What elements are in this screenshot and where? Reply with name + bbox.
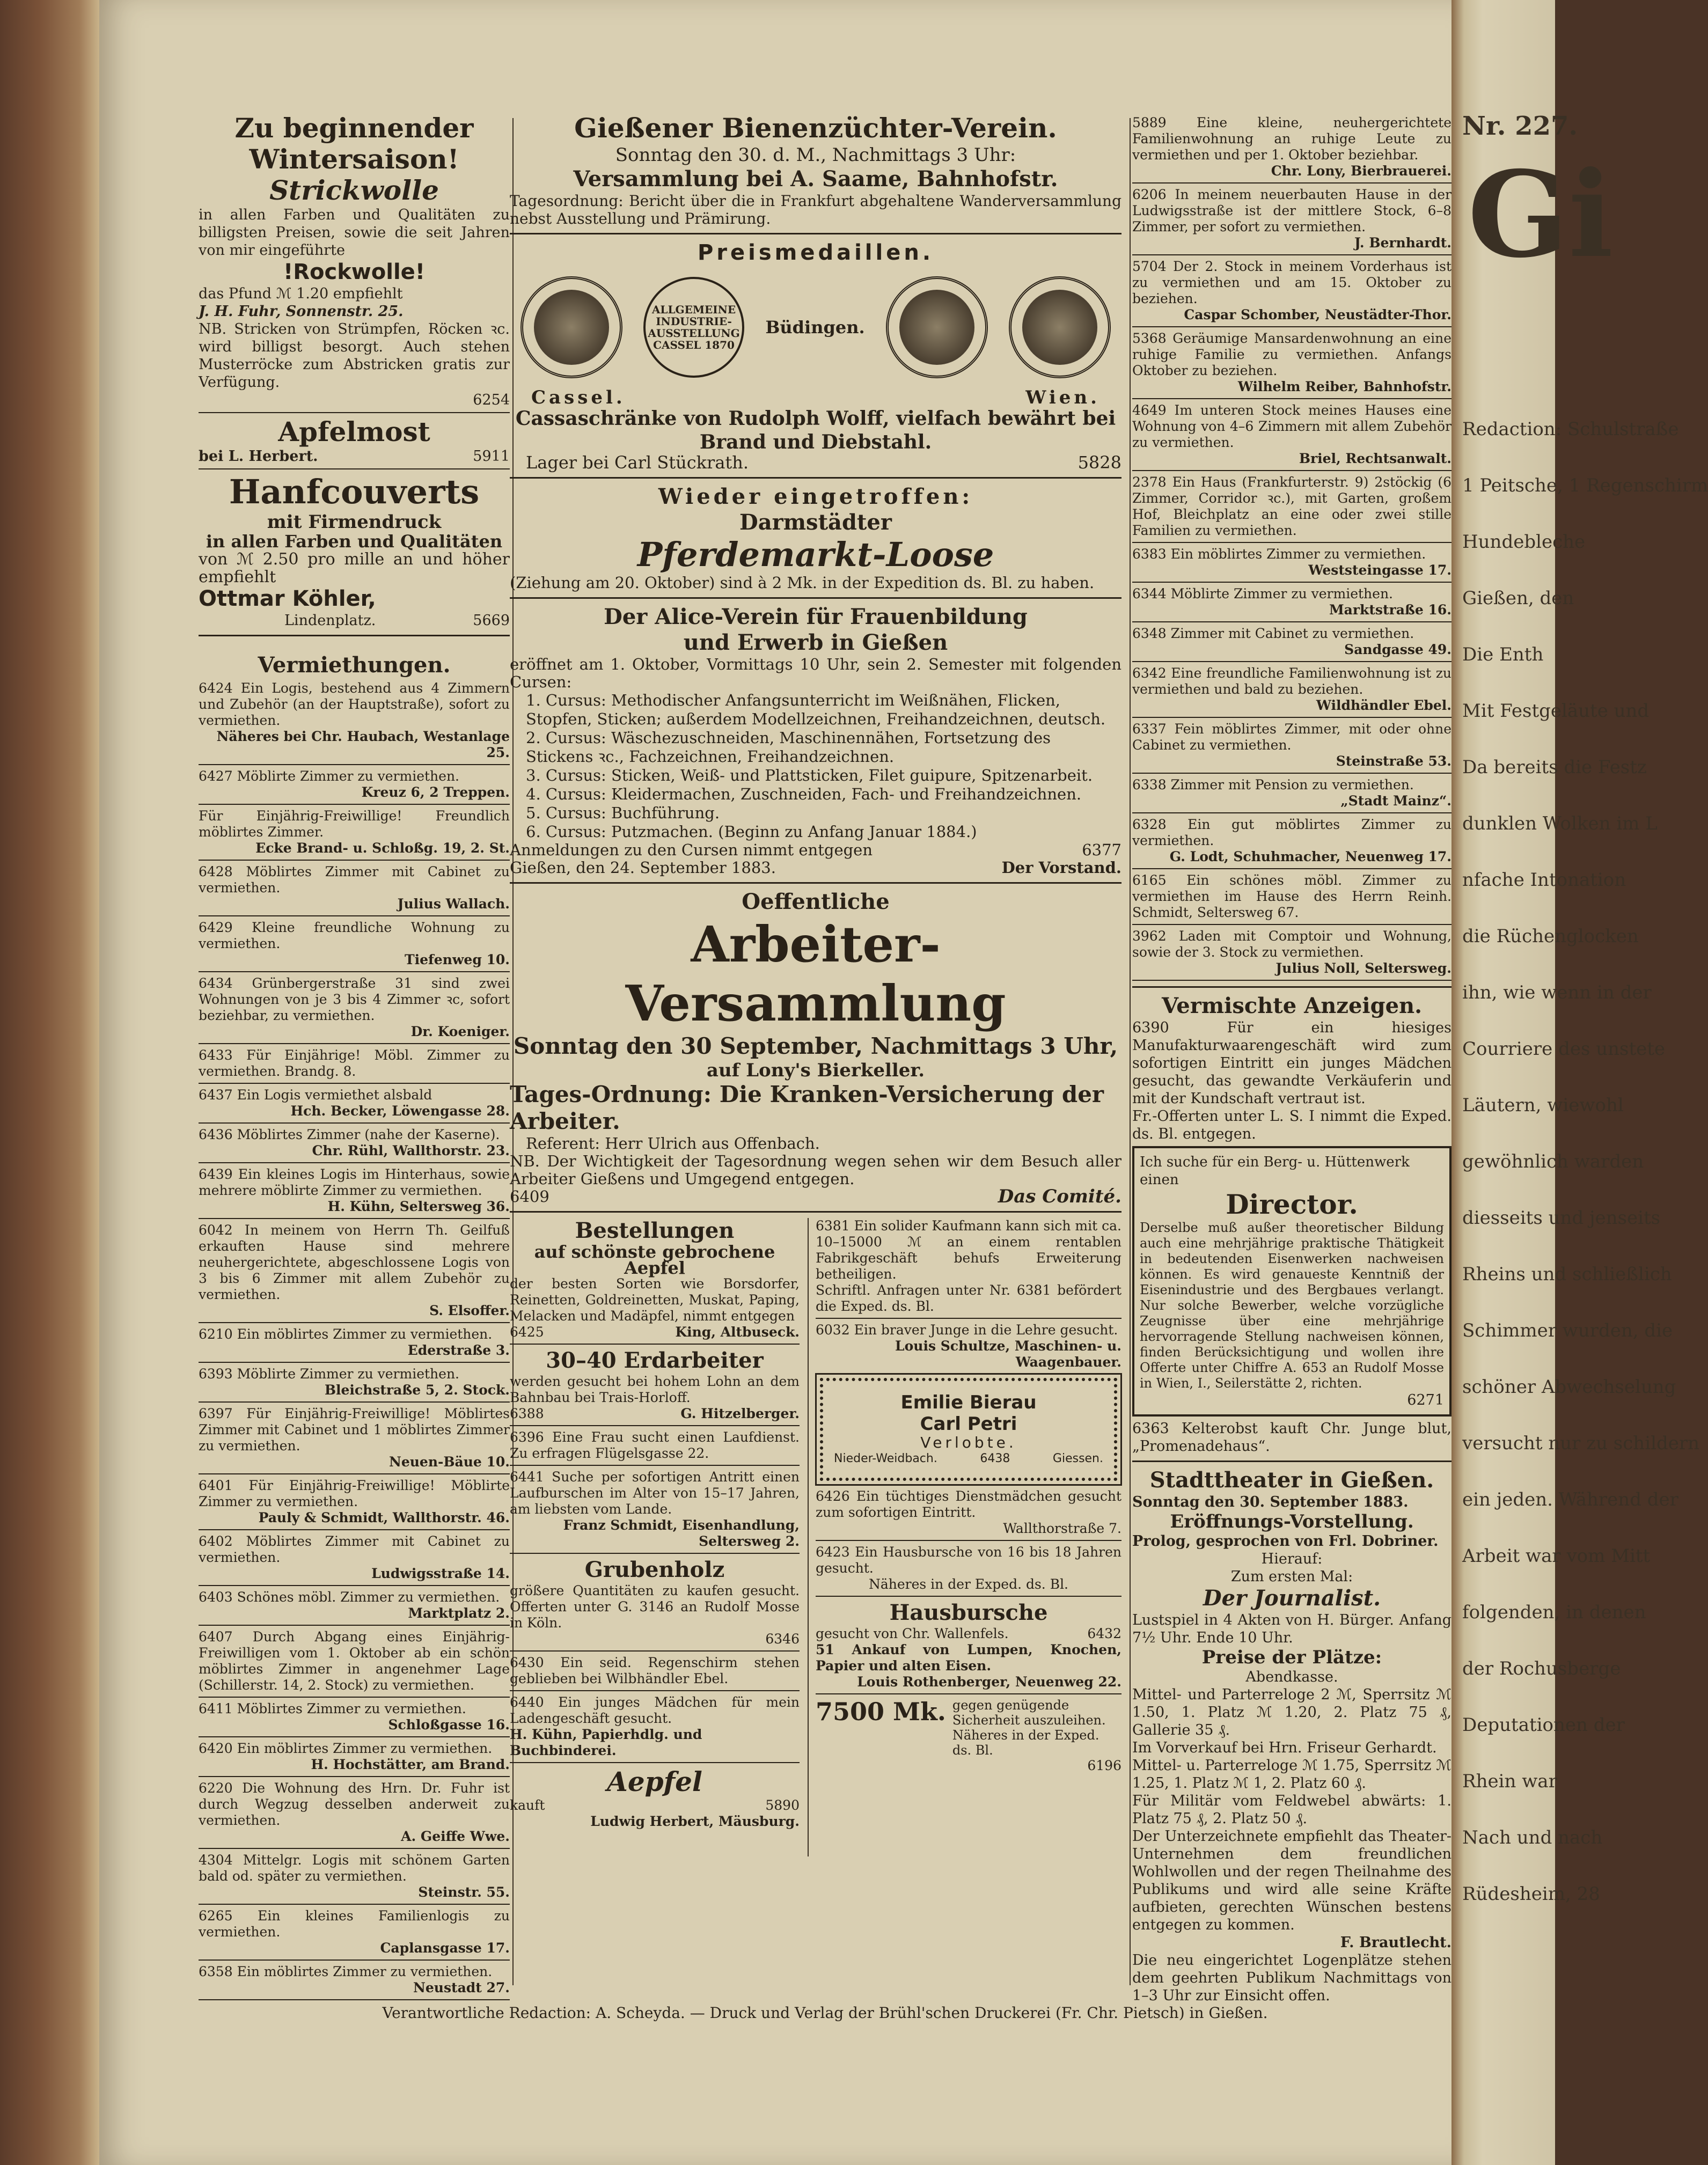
rental-ad: [1132, 187, 1452, 251]
ad-number: 5890: [765, 1797, 800, 1813]
engaged-name-1: Emilie Bierau: [900, 1392, 1037, 1413]
ad-title: Gießener Bienenzüchter-Verein.: [574, 112, 1057, 144]
rental-signature: Ludwigsstraße 14.: [371, 1566, 510, 1581]
ad-signature: Franz Schmidt, Eisenhandlung, Seltersweg 2.: [563, 1517, 800, 1549]
next-page-line: versucht nur zu schildern: [1462, 1433, 1699, 1454]
ad-signature: Wallthorstraße 7.: [1003, 1521, 1121, 1536]
rental-ad: [1132, 402, 1452, 467]
ad-strickwolle: [199, 113, 510, 409]
theater-play: Der Journalist.: [1203, 1586, 1381, 1611]
rental-text: 6428 Möblirtes Zimmer mit Cabinet zu vermiethen.: [199, 864, 510, 896]
ad-seller: Ottmar Köhler,: [199, 586, 376, 611]
rental-ad: [199, 1589, 510, 1621]
next-page-line: Läutern, wiewohl: [1462, 1095, 1624, 1116]
theater-first-time: Zum ersten Mal:: [1230, 1568, 1353, 1585]
rental-signature: Schloßgasse 16.: [388, 1717, 510, 1733]
ad-subtitle: mit Firmendruck: [267, 511, 442, 533]
theater-signature: F. Brautlecht.: [1340, 1934, 1452, 1951]
ad-price: das Pfund ℳ 1.20 empfiehlt: [199, 285, 403, 302]
ad-product-rockwolle: !Rockwolle!: [283, 260, 426, 284]
rental-ad: [199, 680, 510, 761]
ad-laufbursche: 6441 Suche per sofortigen Antritt einen Laufburschen im Alter von 15–17 Jahren, am liebsten vom Lande.: [510, 1469, 800, 1517]
rental-ad: [1132, 721, 1452, 769]
ad-number: 6425: [510, 1324, 544, 1340]
rental-signature: Julius Noll, Seltersweg.: [1275, 960, 1452, 976]
rental-text: 6436 Möblirtes Zimmer (nahe der Kaserne).: [199, 1127, 500, 1142]
rental-ad: [199, 1366, 510, 1398]
rental-text: 6328 Ein gut möblirtes Zimmer zu vermiethen.: [1132, 817, 1452, 848]
theater-prices-4: Mittel- u. Parterreloge ℳ 1.75, Sperrsitz ℳ 1.25, 1. Platz ℳ 1, 2. Platz 60 ₰.: [1132, 1757, 1452, 1792]
next-page-line: schöner Abwechselung: [1462, 1376, 1676, 1398]
ad-dienstmaedchen: 6426 Ein tüchtiges Dienstmädchen gesucht zum sofortigen Eintritt.: [816, 1488, 1121, 1520]
ad-grubenholz-title: Grubenholz: [584, 1557, 725, 1582]
rental-signature: Weststeingasse 17.: [1308, 562, 1452, 578]
ad-title: Apfelmost: [278, 416, 430, 447]
ad-junge: 6032 Ein braver Junge in die Lehre gesucht.: [816, 1322, 1118, 1338]
subcolumn-rule: [808, 1218, 809, 1856]
rental-ad: [199, 1908, 510, 1956]
section-title-vermischte: Vermischte Anzeigen.: [1161, 993, 1423, 1018]
rental-ad: [1132, 331, 1452, 395]
ad-manufaktur-contact: Fr.-Offerten unter L. S. I nimmt die Exped. ds. Bl. entgegen.: [1132, 1108, 1452, 1142]
rental-text: 6402 Möblirtes Zimmer mit Cabinet zu vermiethen.: [199, 1533, 510, 1565]
next-page-line: Hundebleche: [1462, 531, 1586, 553]
rental-signature: Näheres bei Chr. Haubach, Westanlage 25.: [216, 729, 510, 760]
ad-contact: Näheres in der Exped. ds. Bl.: [868, 1576, 1069, 1592]
rental-text: 3962 Laden mit Comptoir und Wohnung, sowie der 3. Stock zu vermiethen.: [1132, 928, 1452, 960]
ad-agenda: Tages-Ordnung: Die Kranken-Versicherung der Arbeiter.: [510, 1081, 1104, 1134]
rental-ad: [1132, 777, 1452, 809]
ad-hausbursche-1: 6423 Ein Hausbursche von 16 bis 18 Jahren gesucht.: [816, 1544, 1121, 1576]
ad-signature: Louis Schultze, Maschinen- u. Waagenbauer.: [895, 1338, 1121, 1370]
rental-text: 6439 Ein kleines Logis im Hinterhaus, sowie mehrere möblirte Zimmer zu vermiethen.: [199, 1166, 510, 1198]
engagement-notice: [820, 1378, 1117, 1481]
rental-text: 6220 Die Wohnung des Hrn. Dr. Fuhr ist durch Wegzug desselben anderweit zu vermiethen.: [199, 1780, 510, 1828]
next-page-masthead: Gi: [1468, 145, 1614, 284]
rental-text: 6427 Möblirte Zimmer zu vermiethen.: [199, 768, 459, 784]
rental-signature: „Stadt Mainz“.: [1340, 793, 1452, 809]
rental-text: 6165 Ein schönes möbl. Zimmer zu vermiethen im Hause des Herrn Reinh. Schmidt, Seltersweg 67.: [1132, 872, 1452, 920]
rental-ad: [1132, 546, 1452, 578]
ad-director: [1132, 1146, 1452, 1417]
ad-kaufmann: 6381 Ein solider Kaufmann kann sich mit ca. 10–15000 ℳ an einem rentablen Fabrikgeschäft behufs Erweiterung betheiligen.: [816, 1218, 1121, 1282]
ad-number: 6196: [1087, 1758, 1121, 1773]
next-page-line: Deputationen der: [1462, 1714, 1625, 1736]
rental-signature: J. Bernhardt.: [1354, 235, 1452, 251]
rental-text: 5889 Eine kleine, neuhergerichtete Familienwohnung an ruhige Leute zu vermiethen und per 1. Oktober beziehbar.: [1132, 115, 1452, 163]
ad-intro: eröffnet am 1. Oktober, Vormittags 10 Uhr, sein 2. Semester mit folgenden Cursen:: [510, 655, 1121, 691]
column-rule-2: [1130, 118, 1131, 1985]
ad-pferdemarkt-loose: [510, 484, 1121, 592]
ad-kelterobst: 6363 Kelterobst kauft Chr. Junge blut, „Promenadehaus“.: [1132, 1420, 1452, 1455]
rental-text: 6411 Möblirtes Zimmer zu vermiethen.: [199, 1701, 466, 1716]
ad-alice-verein: [510, 604, 1121, 877]
ad-pre: Oeffentliche: [742, 889, 890, 914]
book-spine: [0, 0, 99, 2165]
rental-signature: Marktstraße 16.: [1329, 602, 1452, 618]
ad-number: 5911: [473, 448, 510, 465]
course-list: [510, 691, 1121, 841]
course-item: 3. Cursus: Sticken, Weiß- und Plattsticken, Filet guipure, Spitzenarbeit.: [526, 766, 1093, 784]
ad-subtitle: Darmstädter: [739, 510, 892, 535]
theater-hierauf: Hierauf:: [1261, 1551, 1323, 1567]
rental-text: 2378 Ein Haus (Frankfurterstr. 9) 2stöckig (6 Zimmer, Corridor ꝛc.), mit Garten, großem Hof, Bleichplatz an eine oder zwei stille Familien zu vermiethen.: [1132, 474, 1452, 538]
ad-signature: Das Comité.: [998, 1186, 1121, 1207]
ad-address: Lindenplatz.: [284, 612, 376, 629]
medal-image-right: [1009, 276, 1111, 378]
next-page-line: Rheins und schließlich: [1462, 1264, 1672, 1285]
rental-signature: Steinstraße 53.: [1336, 753, 1452, 769]
ad-product: Cassaschränke von Rudolph Wolff, vielfach bewährt bei Brand und Diebstahl.: [515, 407, 1116, 453]
theater-prices-5: Für Militär vom Feldwebel abwärts: 1. Platz 75 ₰, 2. Platz 50 ₰.: [1132, 1793, 1452, 1827]
ad-stock: Lager bei Carl Stückrath.: [526, 452, 749, 473]
ad-frau: 6396 Eine Frau sucht einen Laufdienst. Zu erfragen Flügelsgasse 22.: [510, 1429, 800, 1461]
next-page-line: Schimmer wurden, die: [1462, 1320, 1673, 1341]
ad-apfelmost: [199, 416, 510, 465]
ad-title: Arbeiter-Versammlung: [625, 915, 1006, 1032]
ad-aepfel-pre: kauft: [510, 1797, 545, 1813]
next-page-line: der Rochusberge: [1462, 1658, 1621, 1679]
rental-ad: [199, 975, 510, 1040]
theater-title: Stadttheater in Gießen.: [1149, 1467, 1434, 1493]
next-page-line: Mit Festgeläute und: [1462, 700, 1650, 722]
ad-number: 5828: [1077, 452, 1121, 473]
rental-signature: Chr. Rühl, Wallthorstr. 23.: [312, 1143, 510, 1158]
ad-kaufmann-contact: Schriftl. Anfragen unter Nr. 6381 befördert die Exped. ds. Bl.: [816, 1282, 1121, 1314]
ad-title-line1: Der Alice-Verein für Frauenbildung: [604, 604, 1028, 629]
rental-signature: Chr. Lony, Bierbrauerei.: [1271, 163, 1452, 179]
theater-prices-2: Mittel- und Parterreloge 2 ℳ, Sperrsitz ℳ 1.50, 1. Platz ℳ 1.20, 2. Platz 75 ₰, Gallerie 35 ₰.: [1132, 1686, 1452, 1738]
rental-signature: Tiefenweg 10.: [405, 952, 510, 967]
rental-ad: [199, 920, 510, 968]
rental-ad: [199, 1047, 510, 1080]
next-page-issue-number: Nr. 227.: [1462, 111, 1578, 141]
ad-place: auf Lony's Bierkeller.: [706, 1060, 925, 1081]
rental-signature: Steinstr. 55.: [418, 1884, 510, 1900]
rental-signature: Wilhelm Reiber, Bahnhofstr.: [1237, 379, 1452, 394]
next-page-line: 1 Peitsche, 1 Regenschirm: [1462, 475, 1708, 496]
section-title-vermiethungen: Vermiethungen.: [258, 652, 451, 678]
rental-text: Für Einjährig-Freiwillige! Freundlich möblirtes Zimmer.: [199, 808, 510, 840]
rental-text: 6393 Möblirte Zimmer zu vermiethen.: [199, 1366, 459, 1382]
rental-signature: Pauly & Schmidt, Wallthorstr. 46.: [258, 1510, 510, 1525]
rental-text: 6042 In meinem von Herrn Th. Geilfuß erkauften Hause sind mehrere neuhergerichtete, abgeschlossene Logis von 3 bis 6 Zimmer mit allem Zubehör zu vermiethen.: [199, 1222, 510, 1302]
next-page-line: Nach und nach: [1462, 1827, 1603, 1848]
ad-erdarbeiter-text: werden gesucht bei hohem Lohn an dem Bahnbau bei Trais-Horloff.: [510, 1374, 800, 1405]
ad-date: Sonntag den 30. d. M., Nachmittags 3 Uhr:: [615, 144, 1016, 166]
next-page-edge: [1452, 0, 1708, 2165]
rentals-list: [1132, 115, 1452, 981]
next-page-line: gewöhnlich warden: [1462, 1151, 1644, 1172]
rental-ad: [199, 1533, 510, 1582]
ad-hanfcouverts: [199, 473, 510, 629]
rental-ad: [1132, 817, 1452, 865]
rental-text: 6265 Ein kleines Familienlogis zu vermiethen.: [199, 1908, 510, 1940]
rental-text: 6337 Fein möblirtes Zimmer, mit oder ohne Cabinet zu vermiethen.: [1132, 721, 1452, 753]
theater-play-desc: Lustspiel in 4 Akten von H. Bürger. Anfang 7½ Uhr. Ende 10 Uhr.: [1132, 1612, 1452, 1646]
theater-prolog: Prolog, gesprochen von Frl. Dobriner.: [1132, 1533, 1439, 1550]
rental-signature: Caspar Schomber, Neustädter-Thor.: [1184, 307, 1452, 322]
column-left: [199, 113, 510, 2003]
rental-ad: [199, 864, 510, 912]
rental-text: 6429 Kleine freundliche Wohnung zu vermiethen.: [199, 920, 510, 951]
ad-seller: J. H. Fuhr, Sonnenstr. 25.: [199, 303, 404, 320]
city-buedingen: Büdingen.: [765, 317, 865, 337]
ad-price: von ℳ 2.50 pro mille an und höher empfiehlt: [199, 550, 510, 586]
rental-ad: [199, 1087, 510, 1119]
ad-number: 6438: [980, 1452, 1010, 1465]
rental-signature: Julius Wallach.: [397, 896, 510, 912]
next-page-line: nfache Intonation: [1462, 869, 1626, 891]
engaged-name-2: Carl Petri: [920, 1413, 1017, 1435]
rental-text: 6434 Grünbergerstraße 31 sind zwei Wohnungen von je 3 bis 4 Zimmer ꝛc, sofort beziehbar, zu vermiethen.: [199, 975, 510, 1023]
rental-text: 6210 Ein möblirtes Zimmer zu vermiethen.: [199, 1326, 493, 1342]
next-page-line: Rüdesheim, 28: [1462, 1883, 1600, 1905]
rental-text: 6403 Schönes möbl. Zimmer zu vermiethen.: [199, 1589, 500, 1605]
rental-text: 6206 In meinem neuerbauten Hause in der Ludwigsstraße ist der mittlere Stock, 6–8 Zimmer, per sofort zu vermiethen.: [1132, 187, 1452, 234]
rental-signature: Ederstraße 3.: [407, 1342, 510, 1358]
rental-text: 5704 Der 2. Stock in meinem Vorderhaus ist zu vermiethen und am 15. Oktober zu beziehen.: [1132, 259, 1452, 306]
rental-signature: H. Hochstätter, am Brand.: [311, 1757, 510, 1772]
rental-signature: H. Kühn, Seltersweg 36.: [327, 1199, 510, 1214]
ad-arbeiter-versammlung: [510, 889, 1121, 1206]
ad-signature: Louis Rothenberger, Neuenweg 22.: [857, 1674, 1121, 1690]
ad-title-line1: Zu beginnender: [234, 112, 474, 144]
rental-signature: Kreuz 6, 2 Treppen.: [361, 784, 510, 800]
ad-stadttheater: [1132, 1467, 1452, 2005]
ad-title: Wieder eingetroffen:: [658, 484, 973, 509]
ad-manufaktur: 6390 Für ein hiesiges Manufakturwaarengeschäft wird zum sofortigen Eintritt ein junges Mädchen gesucht, das gewandte Verkäuferin und mit der Kundschaft vertraut ist.: [1132, 1019, 1452, 1107]
rental-ad: [199, 1629, 510, 1693]
rental-text: 4649 Im unteren Stock meines Hauses eine Wohnung von 4–6 Zimmern mit allem Zubehör zu vermiethen.: [1132, 402, 1452, 450]
subcolumn-right: [816, 1218, 1121, 1774]
rental-ad: [199, 768, 510, 801]
medal-image-left: [521, 276, 622, 378]
ad-title-line2: Wintersaison!: [249, 143, 459, 175]
rental-ad: [1132, 872, 1452, 921]
next-page-line: Courriere des unstete: [1462, 1038, 1666, 1060]
ad-nb: NB. Der Wichtigkeit der Tagesordnung wegen sehen wir dem Besuch aller Arbeiter Gießens und Umgegend entgegen.: [510, 1152, 1121, 1188]
rental-ad: [1132, 115, 1452, 179]
ad-grubenholz-text: größere Quantitäten zu kaufen gesucht. Offerten unter G. 3146 an Rudolf Mosse in Köln.: [510, 1583, 800, 1631]
theater-prices-title: Preise der Plätze:: [1201, 1647, 1382, 1668]
ad-aepfel-title: Aepfel: [607, 1766, 702, 1797]
theater-closing: Der Unterzeichnete empfiehlt das Theater-Unternehmen dem freundlichen Wohlwollen und der regen Theilnahme des Publikums und wird alle seine Kräfte aufbieten, gerechten Wünschen bestens entgegen zu kommen.: [1132, 1828, 1452, 1933]
rental-text: 4304 Mittelgr. Logis mit schönem Garten bald od. später zu vermiethen.: [199, 1852, 510, 1884]
next-page-line: Rhein war: [1462, 1771, 1557, 1792]
course-item: 5. Cursus: Buchführung.: [526, 804, 720, 822]
rental-ad: [1132, 626, 1452, 658]
ad-text: (Ziehung am 20. Oktober) sind à 2 Mk. in der Expedition ds. Bl. zu haben.: [510, 574, 1095, 592]
ad-maedchen: 6440 Ein junges Mädchen für mein Ladengeschäft gesucht.: [510, 1694, 800, 1726]
rental-text: 6401 Für Einjährig-Freiwillige! Möblirte Zimmer zu vermiethen.: [199, 1478, 510, 1509]
ad-number: 6409: [510, 1187, 549, 1206]
ad-title-line2: und Erwerb in Gießen: [683, 630, 948, 655]
rental-text: 6344 Möblirte Zimmer zu vermiethen.: [1132, 586, 1393, 601]
ad-hausbursche-title: Hausbursche: [889, 1600, 1048, 1625]
rental-ad: [199, 1780, 510, 1845]
ad-regenschirm: 6430 Ein seid. Regenschirm stehen geblieben bei Wilbhändler Ebel.: [510, 1655, 800, 1686]
rental-signature: Ecke Brand- u. Schloßg. 19, 2. St.: [255, 840, 510, 856]
rental-text: 6407 Durch Abgang eines Einjährig-Freiwilligen vom 1. Oktober ab ein schön möblirtes Zimmer in angenehmer Lage (Schillerstr. 14, 2. Stock) zu vermiethen.: [199, 1629, 510, 1693]
course-item: 4. Cursus: Kleidermachen, Zuschneiden, Fach- und Freihandzeichnen.: [526, 785, 1082, 803]
rental-text: 6338 Zimmer mit Pension zu vermiethen.: [1132, 777, 1414, 792]
ad-director-text: Derselbe muß außer theoretischer Bildung auch eine mehrjährige praktische Thätigkeit in bedeutenden Eisenwerken nachweisen können. Es wird genaueste Kenntniß der Eisenindustrie und des Bergbaues verlangt. Nur solche Bewerber, welche vorzügliche Zeugnisse über eine mehrjährige hervorragende Stellung nachweisen können, finden Berücksichtigung und wollen ihre Offerte unter Chiffre A. 653 an Rudolf Mosse in Wien, I., Seilerstätte 2, richten.: [1140, 1220, 1444, 1391]
rental-signature: Caplansgasse 17.: [380, 1940, 510, 1956]
column-middle: [510, 113, 1121, 1862]
medal-portrait: [886, 276, 988, 378]
rental-text: 6342 Eine freundliche Familienwohnung ist zu vermiethen und bald zu beziehen.: [1132, 665, 1452, 697]
ad-number: 6388: [510, 1406, 544, 1421]
city-wien: Wien.: [1025, 387, 1100, 408]
ad-erdarbeiter-title: 30–40 Erdarbeiter: [546, 1348, 764, 1373]
rental-ad: [1132, 665, 1452, 714]
ad-bestellungen-text: der besten Sorten wie Borsdorfer, Reinetten, Goldreinetten, Muskat, Paping, Melacken und Madäpfel, nimmt entgegen: [510, 1276, 800, 1324]
ad-bestellungen-title: Bestellungen: [575, 1218, 735, 1243]
ad-preismedaillen: [510, 240, 1121, 472]
imprint-footer: Verantwortliche Redaction: A. Scheyda. — Druck und Verlag der Brühl'schen Druckerei (Fr. Chr. Pietsch) in Gießen.: [382, 2004, 1268, 2022]
rental-ad: [1132, 474, 1452, 539]
ad-loan-text: gegen genügende Sicherheit auszuleihen. Näheres in der Exped. ds. Bl.: [952, 1698, 1106, 1758]
ad-bienenzuechter: [510, 113, 1121, 227]
next-page-line: die Rüchenglocken: [1462, 926, 1639, 947]
rental-signature: Dr. Koeniger.: [410, 1024, 510, 1039]
ad-number: 6377: [1082, 841, 1121, 859]
ad-number: 6271: [1407, 1392, 1444, 1408]
rental-ad: [199, 1741, 510, 1773]
column-right: [1132, 113, 1452, 2005]
ad-referent: Referent: Herr Ulrich aus Offenbach.: [526, 1134, 820, 1153]
rental-signature: G. Lodt, Schuhmacher, Neuenweg 17.: [1169, 849, 1452, 864]
ad-director-pre: Ich suche für ein Berg- u. Hüttenwerk einen: [1140, 1154, 1410, 1188]
ad-ankauf: 51 Ankauf von Lumpen, Knochen, Papier und alten Eisen.: [816, 1642, 1121, 1674]
next-page-line: folgenden, in denen: [1462, 1602, 1646, 1623]
ad-number: 6346: [765, 1631, 800, 1647]
ad-amount: 7500 Mk.: [816, 1697, 946, 1726]
next-page-line: ein jeden. Während der: [1462, 1489, 1678, 1510]
course-item: 6. Cursus: Putzmachen. (Beginn zu Anfang Januar 1884.): [526, 823, 977, 841]
theater-logen: Die neu eingerichtet Logenplätze stehen dem geehrten Publikum Nachmittags von 1–3 Uhr zur Einsicht offen.: [1132, 1952, 1452, 2004]
ad-title: Hanfcouverts: [229, 472, 480, 511]
rentals-list: [199, 680, 510, 2000]
theater-prices-3: Im Vorverkauf bei Hrn. Friseur Gerhardt.: [1132, 1740, 1437, 1756]
ad-nb: NB. Stricken von Strümpfen, Röcken ꝛc. wird billigst besorgt. Auch stehen Musterröcke zum Abstricken gratis zur Verfügung.: [199, 321, 510, 391]
rental-text: 6397 Für Einjährig-Freiwillige! Möblirtes Zimmer mit Cabinet und 1 möblirtes Zimmer zu vermiethen.: [199, 1406, 510, 1454]
ad-agenda: Tagesordnung: Bericht über die in Frankfurt abgehaltene Wanderversammlung nebst Ausstellung und Prämirung.: [510, 192, 1121, 227]
rental-signature: S. Elsoffer.: [429, 1303, 510, 1318]
ad-hausbursche-text: gesucht von Chr. Wallenfels.: [816, 1626, 1009, 1641]
rental-signature: Marktplatz 2.: [408, 1605, 510, 1621]
ad-director-title: Director.: [1226, 1188, 1358, 1220]
ad-product: Pferdemarkt-Loose: [637, 535, 994, 574]
rental-text: 6348 Zimmer mit Cabinet zu vermiethen.: [1132, 626, 1414, 641]
rental-ad: [1132, 259, 1452, 323]
course-item: 1. Cursus: Methodischer Anfangsunterricht im Weißnähen, Flicken, Stopfen, Sticken; außerdem Modellzeichnen, Freihandzeichnen, deutsch.: [526, 691, 1106, 728]
ad-seller: bei L. Herbert.: [199, 448, 318, 465]
rental-signature: Hch. Becker, Löwengasse 28.: [290, 1103, 510, 1119]
rental-ad: [199, 1222, 510, 1319]
rental-text: 6433 Für Einjährige! Möbl. Zimmer zu vermiethen. Brandg. 8.: [199, 1047, 510, 1079]
rental-text: 5368 Geräumige Mansardenwohnung an eine ruhige Familie zu vermiethen. Anfangs Oktober zu beziehen.: [1132, 331, 1452, 378]
city-cassel: Cassel.: [531, 387, 626, 408]
next-page-line: Redaction: Schulstraße: [1462, 419, 1679, 440]
subcolumn-left: [510, 1218, 800, 1830]
ad-signature: Der Vorstand.: [1001, 858, 1121, 877]
rental-ad: [199, 1406, 510, 1470]
next-page-line: dunklen Wolken im L: [1462, 813, 1658, 834]
rental-ad: [199, 1964, 510, 1996]
next-page-line: Da bereits die Festz: [1462, 757, 1647, 778]
engaged-place-1: Nieder-Weidbach.: [834, 1452, 937, 1465]
theater-event: Eröffnungs-Vorstellung.: [1170, 1511, 1414, 1532]
engaged-label: Verlobte.: [920, 1434, 1017, 1451]
next-page-line: Die Enth: [1462, 644, 1544, 665]
ad-signature: G. Hitzelberger.: [680, 1406, 800, 1421]
theater-date: Sonntag den 30. September 1883.: [1132, 1494, 1409, 1510]
ad-number: 5669: [473, 612, 510, 629]
rental-signature: Neuen-Bäue 10.: [389, 1454, 510, 1470]
rental-text: 6420 Ein möblirtes Zimmer zu vermiethen.: [199, 1741, 493, 1756]
ad-title: Preismedaillen.: [697, 240, 934, 265]
rental-signature: Bleichstraße 5, 2. Stock.: [324, 1382, 510, 1398]
medal-cassel: ALLGEMEINE INDUSTRIE-AUSSTELLUNG CASSEL 1870: [643, 277, 744, 378]
rental-text: 6437 Ein Logis vermiethet alsbald: [199, 1087, 433, 1103]
rental-ad: [199, 1166, 510, 1215]
ad-signature: Ludwig Herbert, Mäusburg.: [590, 1814, 800, 1829]
ad-text: in allen Farben und Qualitäten zu billigsten Preisen, sowie die seit Jahren von mir eingeführte: [199, 207, 510, 259]
rental-signature: Neustadt 27.: [413, 1980, 510, 1995]
rental-ad: [199, 1852, 510, 1900]
rental-signature: Briel, Rechtsanwalt.: [1299, 451, 1452, 466]
ad-signature: King, Altbuseck.: [675, 1324, 800, 1340]
engaged-place-2: Giessen.: [1052, 1452, 1103, 1465]
ad-note: Anmeldungen zu den Cursen nimmt entgegen: [510, 841, 873, 859]
ad-product-strickwolle: Strickwolle: [269, 174, 439, 206]
ad-place: Gießen, den 24. September 1883.: [510, 858, 776, 877]
ad-text: in allen Farben und Qualitäten: [206, 531, 503, 552]
rental-ad: [199, 1701, 510, 1733]
rental-ad: [199, 1326, 510, 1359]
rental-signature: A. Geiffe Wwe.: [401, 1829, 510, 1844]
rental-ad: [199, 1127, 510, 1159]
rental-signature: Sandgasse 49.: [1344, 642, 1452, 657]
course-item: 2. Cursus: Wäschezuschneiden, Maschinennähen, Fortsetzung des Stickens ꝛc., Fachzeichnen, Freihandzeichnen.: [526, 729, 1051, 766]
rental-text: 6383 Ein möblirtes Zimmer zu vermiethen.: [1132, 546, 1426, 562]
next-page-line: Arbeit war vom Mitt: [1462, 1545, 1651, 1567]
rental-ad: [199, 808, 510, 856]
next-page-line: ihn, wie wenn in der: [1462, 982, 1652, 1003]
rental-text: 6358 Ein möblirtes Zimmer zu vermiethen.: [199, 1964, 493, 1979]
ad-event: Versammlung bei A. Saame, Bahnhofstr.: [573, 166, 1058, 192]
rental-ad: [199, 1478, 510, 1526]
rental-ad: [1132, 586, 1452, 618]
ad-date: Sonntag den 30 September, Nachmittags 3 Uhr,: [513, 1033, 1118, 1059]
rental-text: 6424 Ein Logis, bestehend aus 4 Zimmern und Zubehör (an der Hauptstraße), sofort zu vermiethen.: [199, 680, 510, 728]
next-page-line: diesseits und jenseits: [1462, 1207, 1661, 1229]
theater-prices-1: Abendkasse.: [1245, 1669, 1338, 1685]
ad-number: 6254: [473, 392, 510, 408]
ad-bestellungen-sub: auf schönste gebrochene Aepfel: [534, 1242, 775, 1278]
rental-ad: [1132, 928, 1452, 977]
ad-number: 6432: [1087, 1626, 1121, 1641]
next-page-line: Gießen, den: [1462, 588, 1574, 609]
rental-signature: Wildhändler Ebel.: [1316, 698, 1452, 713]
ad-signature: H. Kühn, Papierhdlg. und Buchbinderei.: [510, 1727, 702, 1758]
